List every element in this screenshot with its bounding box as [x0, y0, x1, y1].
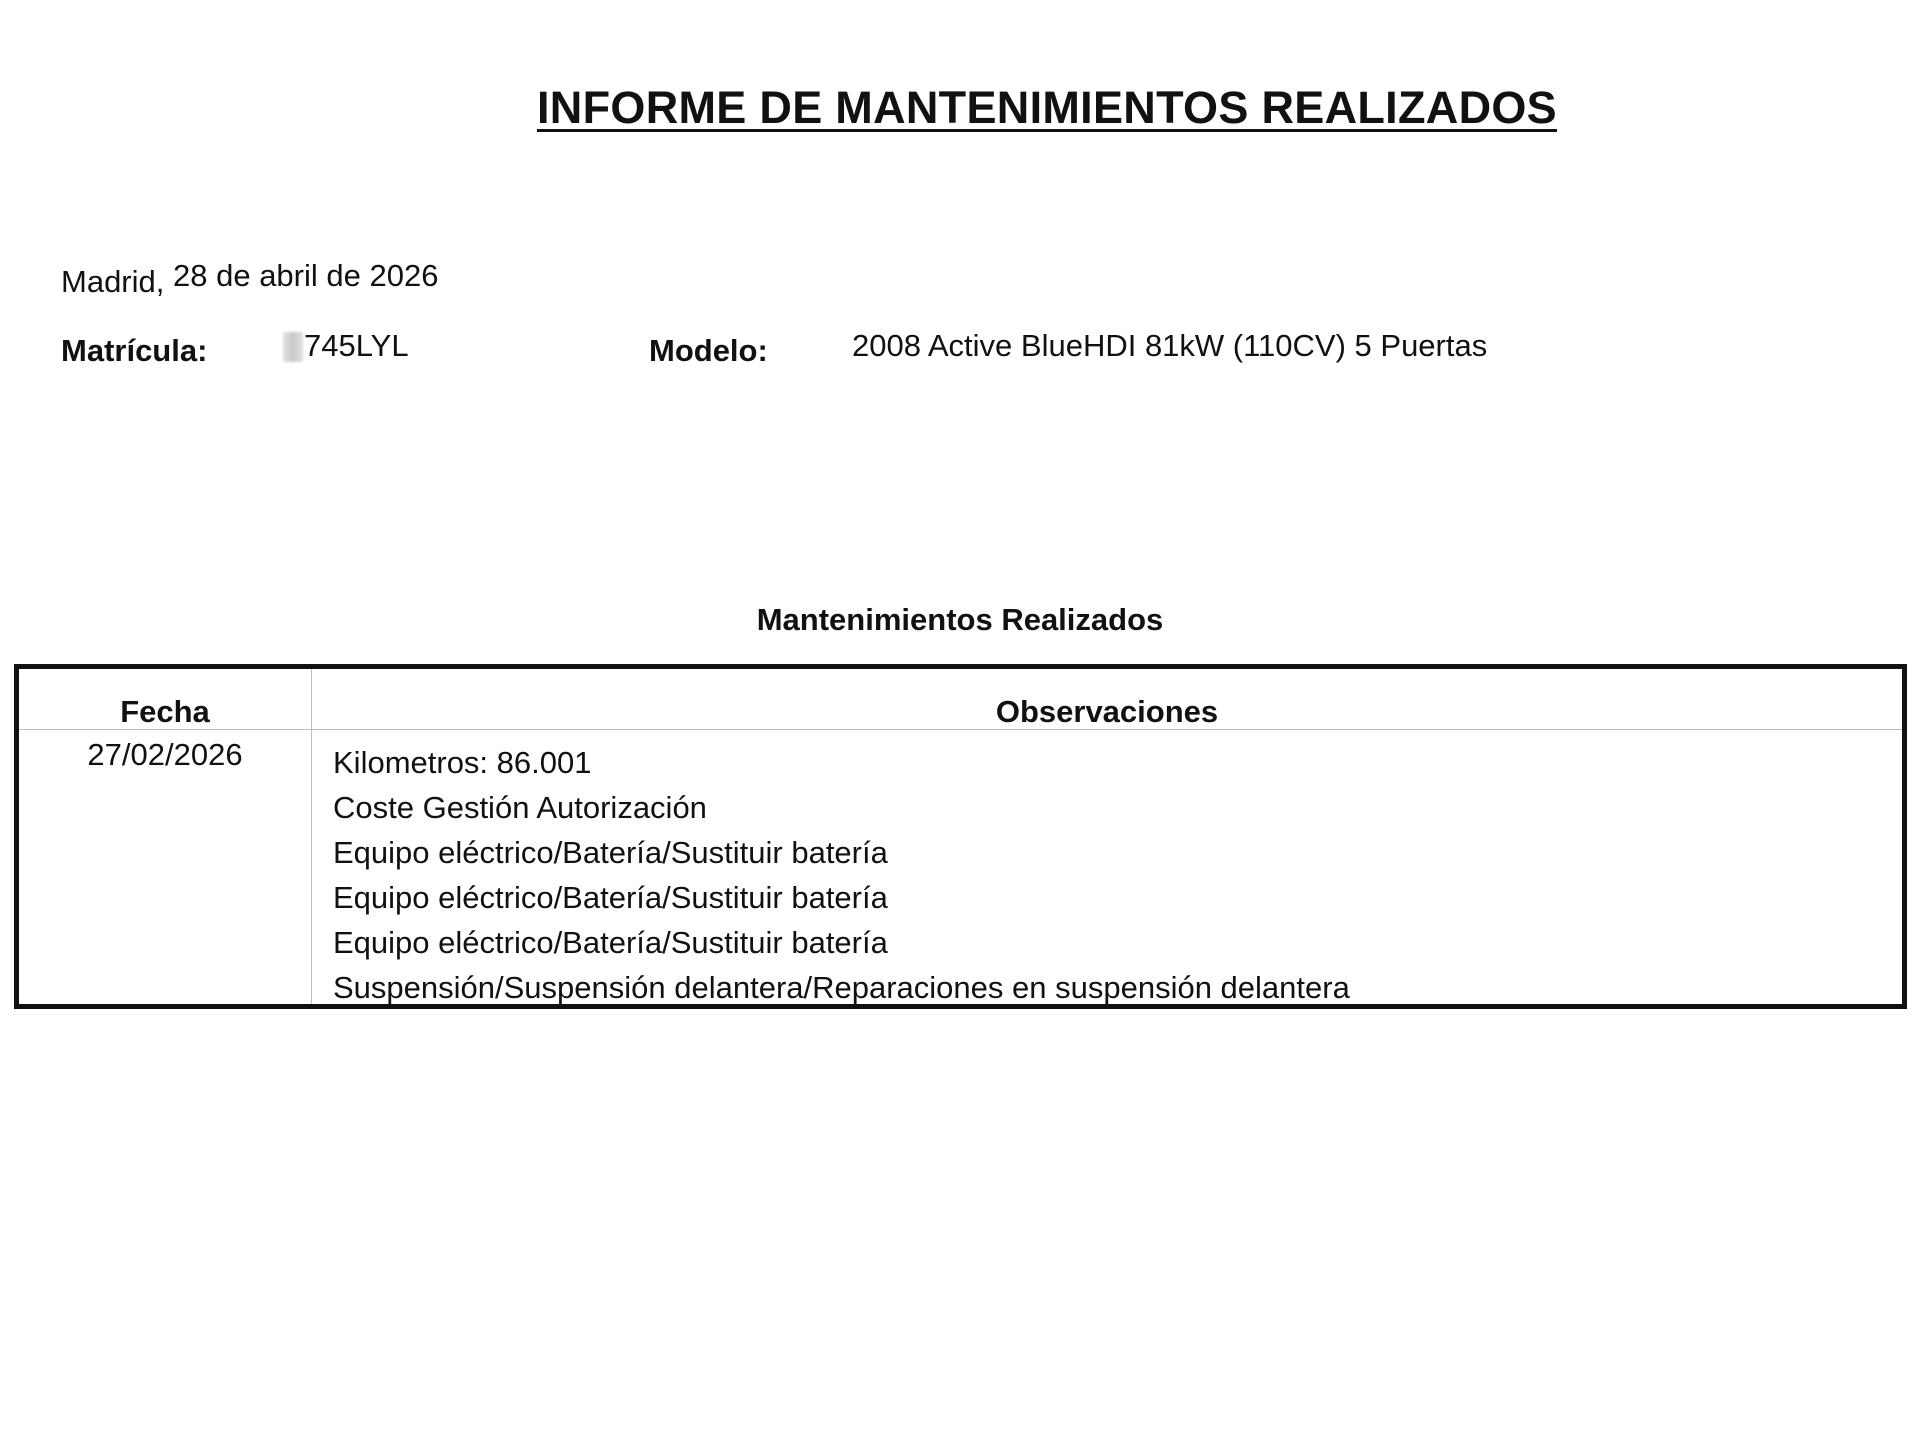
- report-title: INFORME DE MANTENIMIENTOS REALIZADOS: [537, 82, 1557, 133]
- redacted-mark: [283, 332, 303, 362]
- column-header-fecha: Fecha: [120, 694, 210, 729]
- column-header-observaciones: Observaciones: [995, 694, 1219, 729]
- observation-item: Equipo eléctrico/Batería/Sustituir batería: [333, 880, 888, 915]
- observation-item: Coste Gestión Autorización: [333, 790, 707, 825]
- observations-list: [333, 740, 1350, 1010]
- model-value: 2008 Active BlueHDI 81kW (110CV) 5 Puertas: [852, 328, 1488, 363]
- observation-item: Kilometros: 86.001: [333, 745, 592, 780]
- report-date: 28 de abril de 2026: [173, 258, 439, 293]
- observation-item: Suspensión/Suspensión delantera/Reparaciones en suspensión delantera: [333, 970, 1350, 1005]
- plate-label: Matrícula:: [61, 333, 208, 368]
- observation-item: Equipo eléctrico/Batería/Sustituir batería: [333, 835, 888, 870]
- model-label: Modelo:: [649, 333, 768, 368]
- plate-value: 745LYL: [304, 328, 409, 363]
- maintenance-table: [14, 664, 1907, 1009]
- report-place: Madrid,: [61, 264, 165, 299]
- observation-item: Equipo eléctrico/Batería/Sustituir batería: [333, 925, 888, 960]
- section-title: Mantenimientos Realizados: [756, 602, 1164, 637]
- row-date: 27/02/2026: [87, 737, 243, 772]
